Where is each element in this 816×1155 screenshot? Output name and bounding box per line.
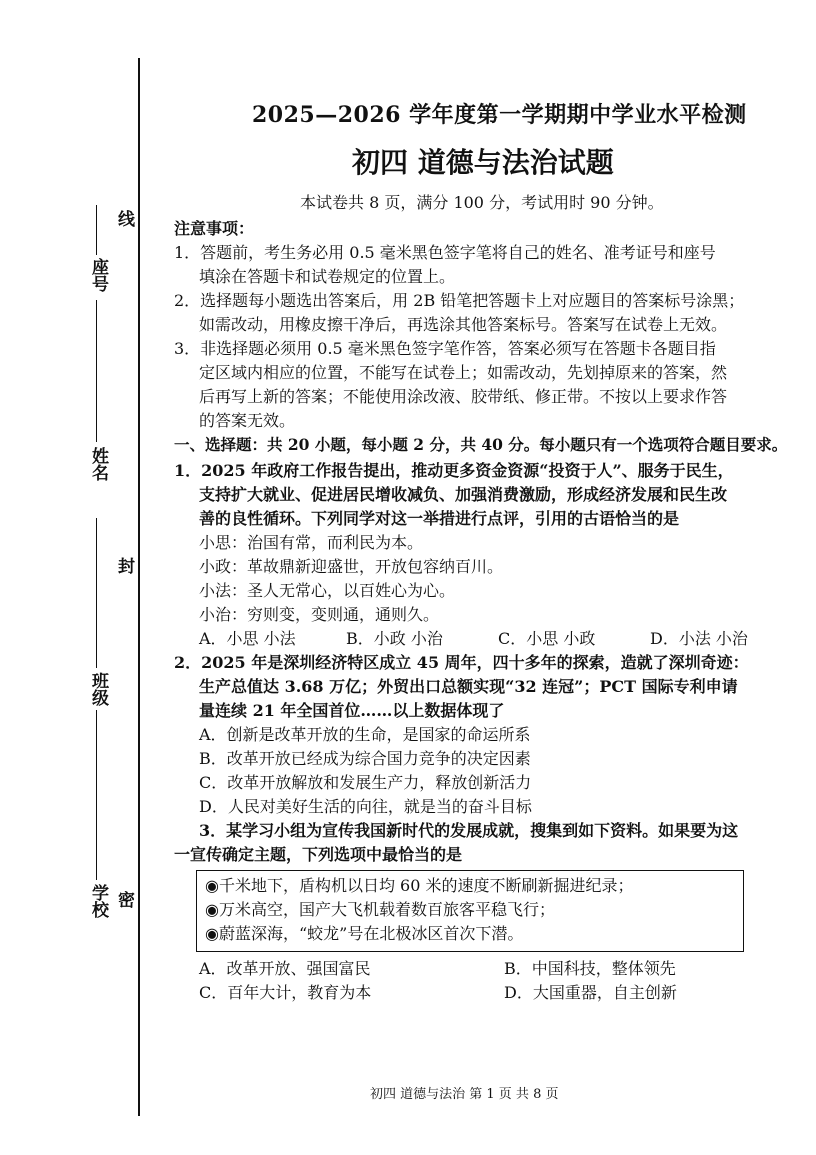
material-line: ◉千米地下，盾构机以日均 60 米的速度不断刷新掘进纪录； [205,876,634,895]
notes-heading: 注意事项： [174,219,255,238]
exam-info: 本试卷共 8 页，满分 100 分，考试用时 90 分钟。 [300,193,664,212]
question-1-quote: 小治：穷则变，变则通，通则久。 [199,605,440,624]
question-1-option-a: A．小思 小法 [199,629,296,648]
question-3-material-box [196,870,744,952]
question-3-option-a: A．改革开放、强国富民 [199,959,371,978]
school-underline [96,710,97,880]
question-1-text: 支持扩大就业、促进居民增收减负、加强消费激励，形成经济发展和民生改 [199,485,728,504]
note-line: 定区域内相应的位置，不能写在试卷上；如需改动，先划掉原来的答案，然 [199,363,728,382]
question-1-option-d: D．小法 小治 [650,629,748,648]
section-heading: 一、选择题：共 20 小题，每小题 2 分，共 40 分。每小题只有一个选项符合题目要求。 [174,435,788,454]
question-1-quote: 小法：圣人无常心，以百姓心为心。 [199,581,456,600]
seal-char-secret: 密 [118,891,135,911]
name-label: 姓名 [88,447,108,481]
seat-number-underline [96,205,97,255]
question-2-option-c: C．改革开放解放和发展生产力，释放创新活力 [199,773,532,792]
question-3-option-b: B．中国科技，整体领先 [504,959,676,978]
class-underline [96,518,97,668]
question-2-text: 量连续 21 年全国首位……以上数据体现了 [199,701,505,720]
question-3-option-d: D．大国重器，自主创新 [504,983,677,1002]
seal-char-line: 线 [118,210,135,230]
question-1-text: 善的良性循环。下列同学对这一举措进行点评，引用的古语恰当的是 [199,509,680,528]
note-line: 后再写上新的答案；不能使用涂改液、胶带纸、修正带。不按以上要求作答 [199,387,728,406]
question-1-text: 1．2025 年政府工作报告提出，推动更多资金资源“投资于人”、服务于民生， [174,461,734,480]
note-line: 3．非选择题必须用 0.5 毫米黑色签字笔作答，答案必须写在答题卡各题目指 [174,339,716,358]
question-2-text: 2．2025 年是深圳经济特区成立 45 周年，四十多年的探索，造就了深圳奇迹： [174,653,749,672]
question-3-option-c: C．百年大计，教育为本 [199,983,372,1002]
question-1-quote: 小政：革故鼎新迎盛世，开放包容纳百川。 [199,557,504,576]
question-3-text: 3．某学习小组为宣传我国新时代的发展成就，搜集到如下资料。如果要为这 [199,821,739,840]
material-line: ◉万米高空，国产大飞机载着数百旅客平稳飞行； [205,900,555,919]
question-1-quote: 小思：治国有常，而利民为本。 [199,533,424,552]
seal-char-seal: 封 [118,557,135,577]
class-label: 班级 [88,672,108,706]
page-footer: 初四 道德与法治 第 1 页 共 8 页 [370,1087,559,1102]
exam-title: 2025—2026 学年度第一学期期中学业水平检测 [252,102,747,128]
question-3-text: 一宣传确定主题，下列选项中最恰当的是 [174,845,463,864]
note-line: 2．选择题每小题选出答案后，用 2B 铅笔把答题卡上对应题目的答案标号涂黑； [174,291,745,310]
seat-number-label: 座号 [88,258,108,292]
question-2-text: 生产总值达 3.68 万亿；外贸出口总额实现“32 连冠”；PCT 国际专利申请 [199,677,738,696]
question-2-option-d: D．人民对美好生活的向往，就是当的奋斗目标 [199,797,532,816]
question-2-option-b: B．改革开放已经成为综合国力竞争的决定因素 [199,749,531,768]
question-1-option-b: B．小政 小治 [346,629,443,648]
binding-line [138,58,140,1116]
name-underline [96,300,97,442]
question-1-option-c: C．小思 小政 [498,629,596,648]
note-line: 的答案无效。 [199,411,296,430]
note-line: 如需改动，用橡皮擦干净后，再选涂其他答案标号。答案写在试卷上无效。 [199,315,728,334]
material-line: ◉蔚蓝深海，“蛟龙”号在北极冰区首次下潜。 [205,924,524,943]
question-2-option-a: A．创新是改革开放的生命，是国家的命运所系 [199,725,531,744]
note-line: 1．答题前，考生务必用 0.5 毫米黑色签字笔将自己的姓名、准考证号和座号 [174,243,716,262]
exam-subject-title: 初四 道德与法治试题 [352,146,614,179]
school-label: 学校 [88,884,108,918]
note-line: 填涂在答题卡和试卷规定的位置上。 [199,267,456,286]
